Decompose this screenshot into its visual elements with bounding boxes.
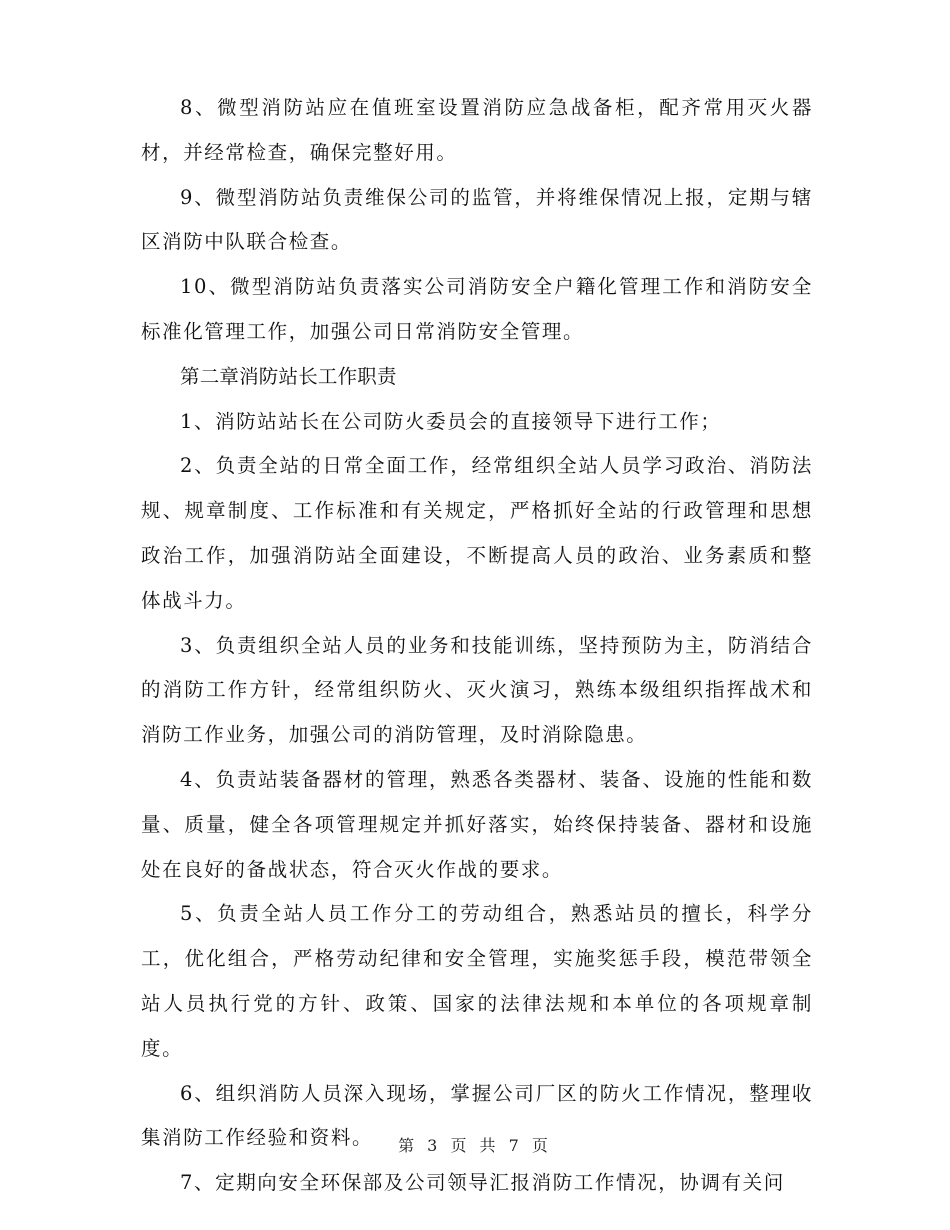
- duty-item-6: 6、组织消防人员深入现场，掌握公司厂区的防火工作情况，整理收集消防工作经验和资料。: [141, 1081, 813, 1150]
- chapter-heading: 第二章消防站长工作职责: [180, 364, 397, 388]
- document-body: [141, 86, 813, 1206]
- paragraph-item-9: 9、微型消防站负责维保公司的监管，并将维保情况上报，定期与辖区消防中队联合检查。: [141, 185, 813, 254]
- duty-item-1: 1、消防站站长在公司防火委员会的直接领导下进行工作；: [180, 409, 722, 433]
- duty-item-3: 3、负责组织全站人员的业务和技能训练，坚持预防为主，防消结合的消防工作方针，经常组织防火、灭火演习，熟练本级组织指挥战术和消防工作业务，加强公司的消防管理，及时消除隐患。: [141, 633, 813, 747]
- paragraph-item-10: 10、微型消防站负责落实公司消防安全户籍化管理工作和消防安全标准化管理工作，加强公司日常消防安全管理。: [141, 275, 813, 343]
- page-footer: 第 3 页 共 7 页: [398, 1136, 552, 1155]
- paragraph-item-8: 8、微型消防站应在值班室设置消防应急战备柜，配齐常用灭火器材，并经常检查，确保完整好用。: [141, 96, 813, 164]
- duty-item-2: 2、负责全站的日常全面工作，经常组织全站人员学习政治、消防法规、规章制度、工作标准和有关规定，严格抓好全站的行政管理和思想政治工作，加强消防站全面建设，不断提高人员的政治、业务素质和整体战斗力。: [141, 454, 813, 612]
- duty-item-4: 4、负责站装备器材的管理，熟悉各类器材、装备、设施的性能和数量、质量，健全各项管理规定并抓好落实，始终保持装备、器材和设施处在良好的备战状态，符合灭火作战的要求。: [141, 767, 813, 881]
- duty-item-7: 7、定期向安全环保部及公司领导汇报消防工作情况，协调有关问: [180, 1171, 785, 1195]
- duty-item-5: 5、负责全站人员工作分工的劳动组合，熟悉站员的擅长，科学分工，优化组合，严格劳动纪律和安全管理，实施奖惩手段，模范带领全站人员执行党的方针、政策、国家的法律法规和本单位的各项规章制度。: [141, 902, 813, 1060]
